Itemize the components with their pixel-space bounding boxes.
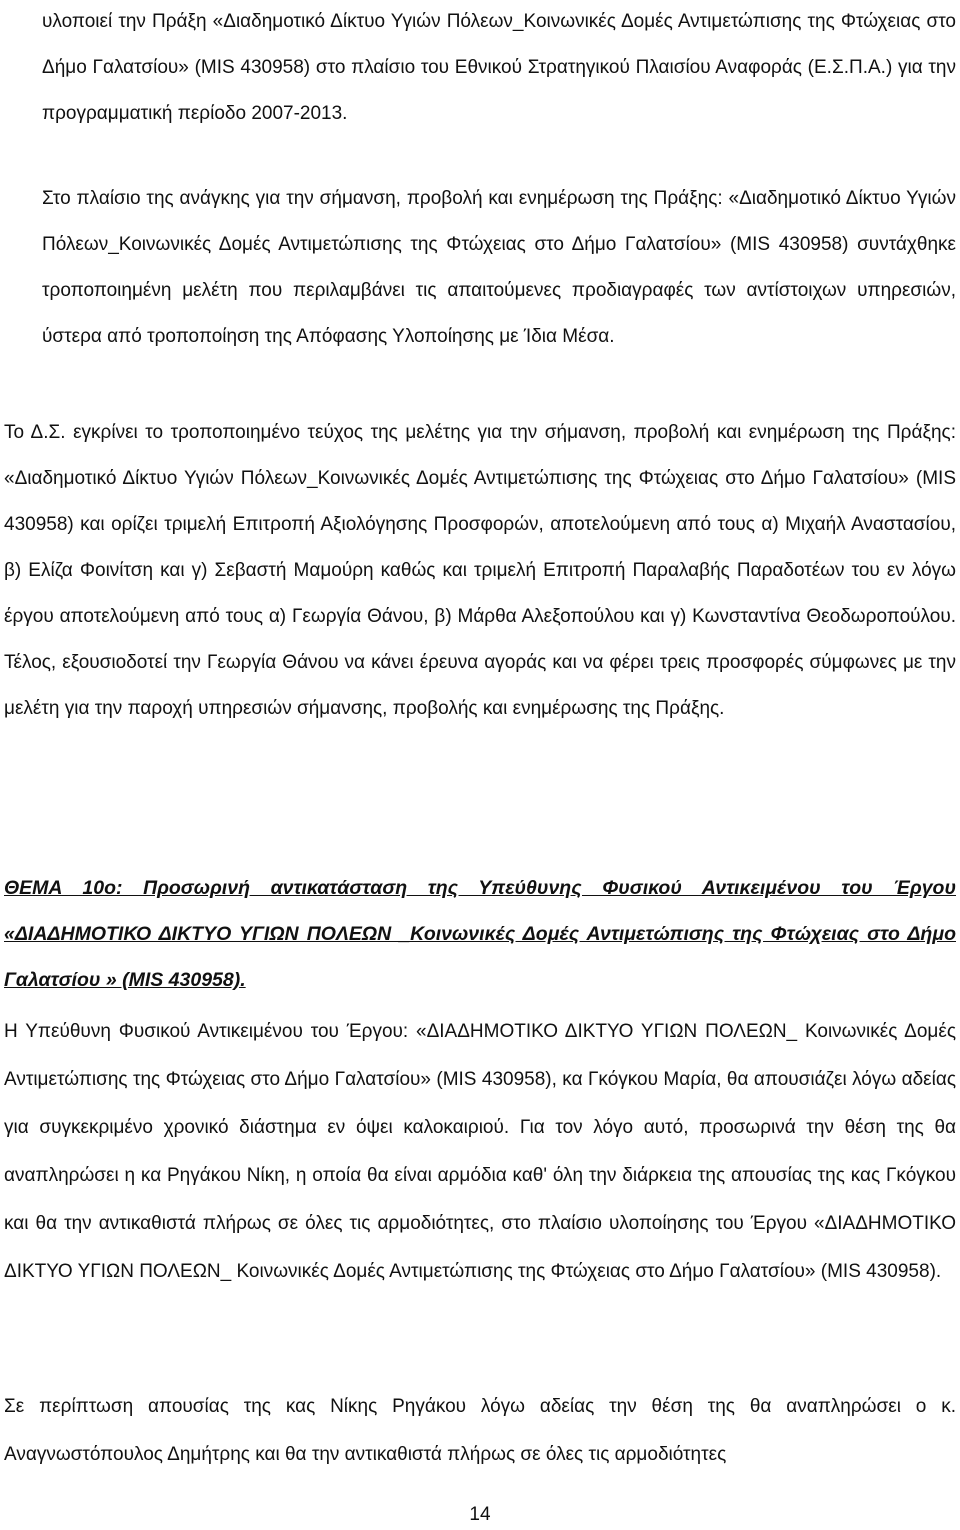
body-paragraph: Στο πλαίσιο της ανάγκης για την σήμανση, προβολή και ενημέρωση της Πράξης: «Διαδημοτικό Δίκτυο Υγιών Πόλεων_Κοινωνικές Δομές Αντιμετώπισης της Φτώχειας στο Δήμο Γαλατσίου» (MIS 430958) συντάχθηκε τροποποιημένη μελέτη που περιλαμβάνει τις απαιτούμενες προδιαγραφές των αντίστοιχων υπηρεσιών, ύστερα από τροποποίηση της Απόφασης Υλοποίησης με Ίδια Μέσα. — [42, 188, 956, 347]
body-paragraph: Το Δ.Σ. εγκρίνει το τροποποιημένο τεύχος της μελέτης για την σήμανση, προβολή και ενημέρωση της Πράξης: «Διαδημοτικό Δίκτυο Υγιών Πόλεων_Κοινωνικές Δομές Αντιμετώπισης της Φτώχειας στο Δήμο Γαλατσίου» (MIS 430958) και ορίζει τριμελή Επιτροπή Αξιολόγησης Προσφορών, αποτελούμενη από τους α) Μιχαήλ Αναστασίου, β) Ελίζα Φοινίτση και γ) Σεβαστή Μαμούρη καθώς και τριμελή Επιτροπή Παραλαβής Παραδοτέων του εν λόγω έργου αποτελούμενη από τους α) Γεωργία Θάνου, β) Μάρθα Αλεξοπούλου και γ) Κωνσταντίνα Θεοδωροπούλου. Τέλος, εξουσιοδοτεί την Γεωργία Θάνου να κάνει έρευνα αγοράς και να φέρει τρεις προσφορές σύμφωνες με την μελέτη για την παροχή υπηρεσιών σήμανσης, προβολής και ενημέρωσης της Πράξης. — [4, 422, 956, 719]
body-paragraph: Σε περίπτωση απουσίας της κας Νίκης Ρηγάκου λόγω αδείας την θέση της θα αναπληρώσει ο κ. Αναγνωστόπουλος Δημήτρης και θα την αντικαθιστά πλήρως σε όλες τις αρμοδιότητες — [4, 1396, 956, 1465]
section-heading: ΘΕΜΑ 10ο: Προσωρινή αντικατάσταση της Υπεύθυνης Φυσικού Αντικειμένου του Έργου «ΔΙΑΔΗΜΟΤΙΚΟ ΔΙΚΤΥΟ ΥΓΙΩΝ ΠΟΛΕΩΝ _Κοινωνικές Δομές Αντιμετώπισης της Φτώχειας στο Δήμο Γαλατσίου » (MIS 430958). — [4, 877, 956, 991]
body-paragraph: υλοποιεί την Πράξη «Διαδημοτικό Δίκτυο Υγιών Πόλεων_Κοινωνικές Δομές Αντιμετώπισης της Φτώχειας στο Δήμο Γαλατσίου» (MIS 430958) στο πλαίσιο του Εθνικού Στρατηγικού Πλαισίου Αναφοράς (Ε.Σ.Π.Α.) για την προγραμματική περίοδο 2007-2013. — [42, 11, 956, 124]
body-paragraph: Η Υπεύθυνη Φυσικού Αντικειμένου του Έργου: «ΔΙΑΔΗΜΟΤΙΚΟ ΔΙΚΤΥΟ ΥΓΙΩΝ ΠΟΛΕΩΝ_ Κοινωνικές Δομές Αντιμετώπισης της Φτώχειας στο Δήμο Γαλατσίου» (MIS 430958), κα Γκόγκου Μαρία, θα απουσιάζει λόγω αδείας για συγκεκριμένο χρονικό διάστημα εν όψει καλοκαιριού. Για τον λόγο αυτό, προσωρινά την θέση της θα αναπληρώσει η κα Ρηγάκου Νίκη, η οποία θα είναι αρμόδια καθ' όλη την διάρκεια της απουσίας της κας Γκόγκου και θα την αντικαθιστά πλήρως σε όλες τις αρμοδιότητες, στο πλαίσιο υλοποίησης του Έργου «ΔΙΑΔΗΜΟΤΙΚΟ ΔΙΚΤΥΟ ΥΓΙΩΝ ΠΟΛΕΩΝ_ Κοινωνικές Δομές Αντιμετώπισης της Φτώχειας στο Δήμο Γαλατσίου» (MIS 430958). — [4, 1021, 956, 1282]
page-number: 14 — [469, 1504, 491, 1525]
